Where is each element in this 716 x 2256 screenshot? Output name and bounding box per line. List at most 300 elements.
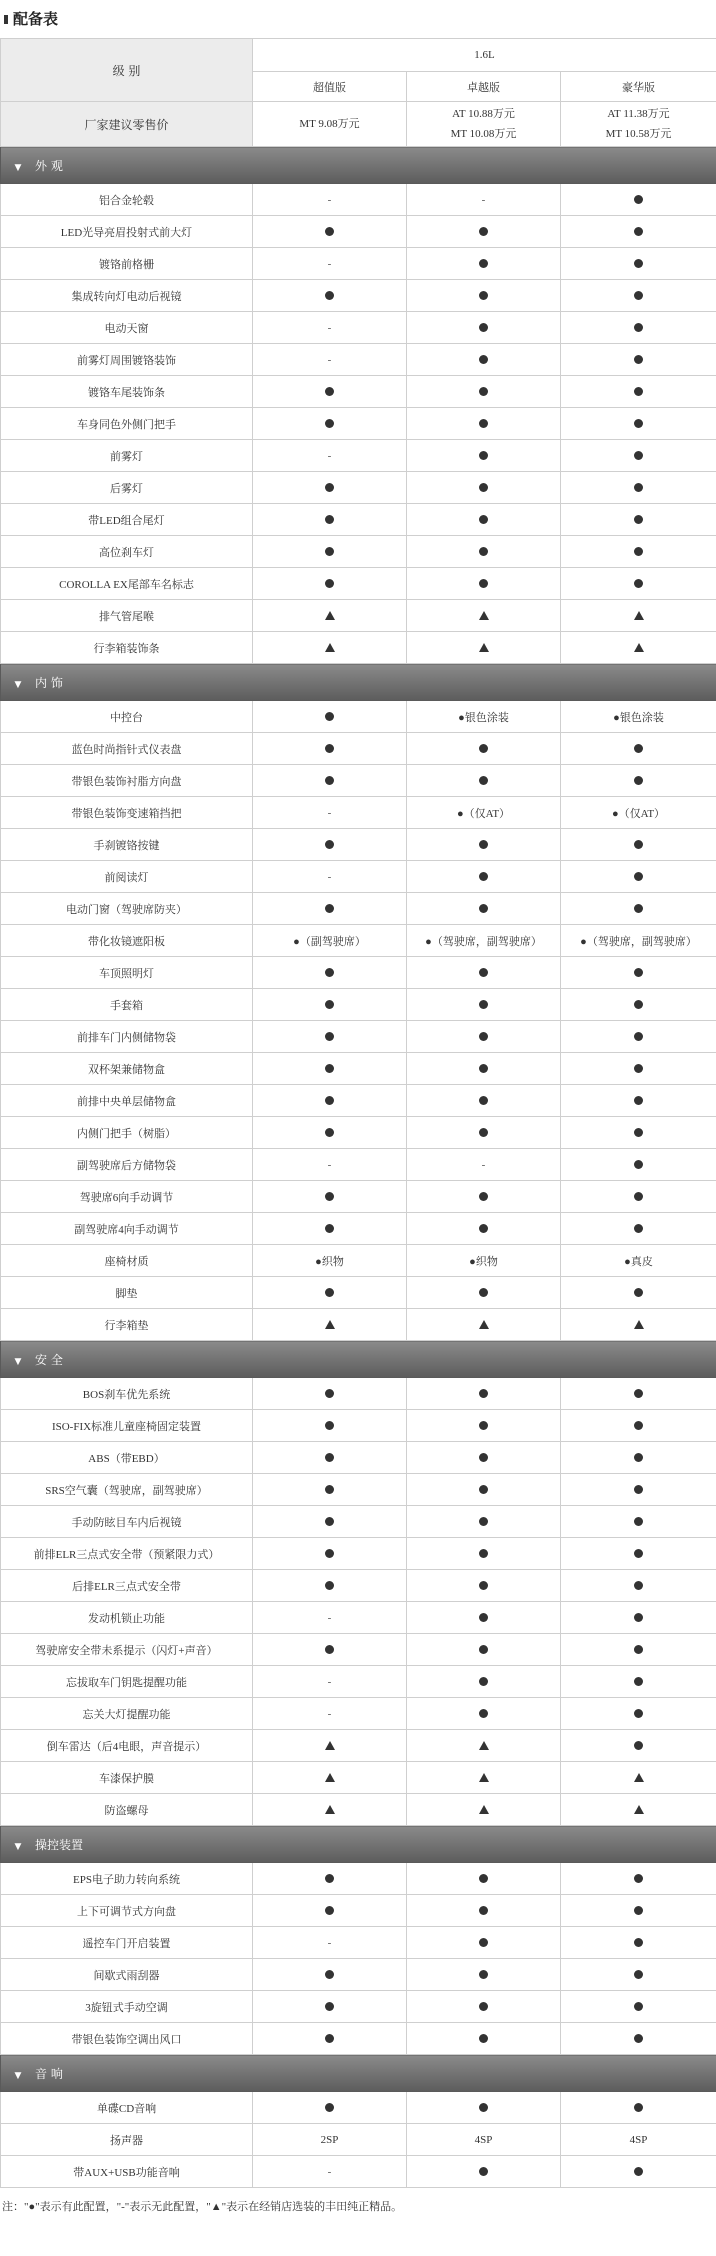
standard-dot-icon: [634, 1613, 643, 1622]
standard-dot-icon: [325, 904, 334, 913]
standard-dot-icon: [325, 1645, 334, 1654]
section-header-cell: [1, 147, 716, 184]
standard-dot-icon: [479, 579, 488, 588]
value-cell: [561, 701, 716, 733]
value-cell: [253, 861, 407, 893]
table-row: [1, 216, 716, 248]
feature-name: 带银色装饰衬脂方向盘: [1, 765, 253, 797]
value-cell: [407, 2124, 561, 2156]
standard-dot-icon: [634, 419, 643, 428]
value-cell: [253, 1117, 407, 1149]
standard-dot-icon: [634, 1421, 643, 1430]
feature-name: 带银色装饰变速箱挡把: [1, 797, 253, 829]
feature-name: 镀铬前格栅: [1, 248, 253, 280]
price-line: AT 10.88万元: [452, 108, 515, 120]
standard-dot-icon: [479, 776, 488, 785]
standard-dot-icon: [634, 1064, 643, 1073]
table-row: [1, 1021, 716, 1053]
feature-name: ISO-FIX标准儿童座椅固定装置: [1, 1410, 253, 1442]
table-row: [1, 1794, 716, 1826]
value-cell: [407, 1378, 561, 1410]
value-cell: [561, 1181, 716, 1213]
value-cell: [253, 2092, 407, 2124]
standard-dot-icon: [634, 2002, 643, 2011]
value-cell: [407, 1927, 561, 1959]
standard-dot-icon: [479, 1613, 488, 1622]
value-cell: [561, 989, 716, 1021]
value-cell: [407, 600, 561, 632]
standard-dot-icon: [634, 1677, 643, 1686]
feature-name: 前排车门内侧储物袋: [1, 1021, 253, 1053]
table-row: [1, 1895, 716, 1927]
feature-name: COROLLA EX尾部车名标志: [1, 568, 253, 600]
standard-dot-icon: [479, 1192, 488, 1201]
standard-dot-icon: [634, 1741, 643, 1750]
standard-dot-icon: [325, 547, 334, 556]
standard-dot-icon: [634, 1874, 643, 1883]
value-cell: [407, 1959, 561, 1991]
standard-dot-icon: [479, 1485, 488, 1494]
table-row: [1, 1666, 716, 1698]
value-cell: [561, 957, 716, 989]
value-cell: [561, 1442, 716, 1474]
value-cell: [253, 1021, 407, 1053]
value-cell: [561, 797, 716, 829]
standard-dot-icon: [479, 2034, 488, 2043]
table-row: [1, 1181, 716, 1213]
value-cell: [407, 408, 561, 440]
trim-name: 卓越版: [407, 72, 561, 102]
section-header-cell: [1, 664, 716, 701]
feature-name: 行李箱装饰条: [1, 632, 253, 664]
table-row: [1, 568, 716, 600]
not-available-dash: -: [327, 193, 332, 206]
value-cell: [253, 1277, 407, 1309]
standard-dot-icon: [479, 1421, 488, 1430]
standard-dot-icon: [479, 1645, 488, 1654]
table-row: [1, 1762, 716, 1794]
feature-name: 单碟CD音响: [1, 2092, 253, 2124]
standard-dot-icon: [634, 1549, 643, 1558]
value-cell: [407, 1698, 561, 1730]
value-cell: [253, 1410, 407, 1442]
standard-dot-icon: [479, 1938, 488, 1947]
value-cell: [253, 925, 407, 957]
value-cell: [561, 1245, 716, 1277]
value-cell: [561, 2124, 716, 2156]
standard-dot-icon: [634, 840, 643, 849]
standard-dot-icon: [479, 1970, 488, 1979]
title-text: 配备表: [13, 10, 59, 28]
standard-dot-icon: [634, 2034, 643, 2043]
value-cell: [561, 1538, 716, 1570]
standard-dot-icon: [479, 2103, 488, 2112]
table-row: [1, 536, 716, 568]
value-cell: [561, 1991, 716, 2023]
value-cell: [561, 472, 716, 504]
value-cell: [407, 861, 561, 893]
table-row: [1, 248, 716, 280]
table-row: [1, 765, 716, 797]
standard-dot-icon: [479, 1000, 488, 1009]
standard-dot-icon: [634, 579, 643, 588]
value-cell: [253, 1053, 407, 1085]
table-row: [1, 1698, 716, 1730]
value-text: ●真皮: [624, 1255, 653, 1268]
value-cell: [253, 765, 407, 797]
value-text: ●银色涂装: [458, 711, 509, 724]
value-cell: [407, 1442, 561, 1474]
standard-dot-icon: [634, 1485, 643, 1494]
table-row: [1, 1602, 716, 1634]
value-cell: [253, 1245, 407, 1277]
feature-name: 倒车雷达（后4电眼，声音提示）: [1, 1730, 253, 1762]
standard-dot-icon: [634, 1389, 643, 1398]
standard-dot-icon: [634, 323, 643, 332]
section-header-cell: [1, 1341, 716, 1378]
standard-dot-icon: [479, 227, 488, 236]
standard-dot-icon: [634, 387, 643, 396]
value-cell: [561, 1117, 716, 1149]
value-cell: [561, 733, 716, 765]
value-cell: [561, 1506, 716, 1538]
standard-dot-icon: [634, 259, 643, 268]
chevron-down-icon[interactable]: ▼: [14, 162, 22, 173]
section-header[interactable]: [1, 2055, 716, 2092]
not-available-dash: -: [327, 2165, 332, 2178]
standard-dot-icon: [479, 355, 488, 364]
feature-name: 前排ELR三点式安全带（预紧限力式）: [1, 1538, 253, 1570]
table-row: [1, 408, 716, 440]
standard-dot-icon: [634, 1906, 643, 1915]
optional-triangle-icon: [479, 1805, 489, 1814]
chevron-down-icon[interactable]: ▼: [14, 1841, 22, 1852]
standard-dot-icon: [634, 291, 643, 300]
footnote: 注："●"表示有此配置，"-"表示无此配置，"▲"表示在经销店选装的丰田纯正精品。: [2, 2201, 403, 2213]
table-row: [1, 600, 716, 632]
standard-dot-icon: [479, 1288, 488, 1297]
feature-name: 手刹镀铬按键: [1, 829, 253, 861]
value-cell: [561, 1959, 716, 1991]
value-cell: [561, 1378, 716, 1410]
optional-triangle-icon: [479, 643, 489, 652]
value-cell: [407, 536, 561, 568]
not-available-dash: -: [327, 870, 332, 883]
table-row: [1, 2156, 716, 2188]
value-cell: [407, 1794, 561, 1826]
value-cell: [253, 701, 407, 733]
value-text: ●（驾驶席，副驾驶席）: [425, 935, 542, 948]
table-row: [1, 1474, 716, 1506]
standard-dot-icon: [479, 547, 488, 556]
value-cell: [407, 1634, 561, 1666]
standard-dot-icon: [325, 1000, 334, 1009]
value-text: ●织物: [469, 1255, 498, 1268]
value-cell: [253, 536, 407, 568]
optional-triangle-icon: [634, 611, 644, 620]
value-cell: [253, 1474, 407, 1506]
standard-dot-icon: [479, 1549, 488, 1558]
standard-dot-icon: [634, 1453, 643, 1462]
feature-name: 电动天窗: [1, 312, 253, 344]
feature-name: 蓝色时尚指针式仪表盘: [1, 733, 253, 765]
standard-dot-icon: [634, 1192, 643, 1201]
value-cell: [407, 765, 561, 797]
standard-dot-icon: [325, 1192, 334, 1201]
value-cell: [253, 1181, 407, 1213]
value-cell: [561, 925, 716, 957]
value-cell: [253, 1895, 407, 1927]
standard-dot-icon: [634, 744, 643, 753]
value-cell: [253, 1602, 407, 1634]
optional-triangle-icon: [634, 1773, 644, 1782]
value-cell: [253, 2156, 407, 2188]
value-cell: [253, 1927, 407, 1959]
price-line: MT 10.58万元: [605, 128, 672, 140]
feature-name: ABS（带EBD）: [1, 1442, 253, 1474]
feature-name: 前排中央单层储物盒: [1, 1085, 253, 1117]
section-name: 外 观: [35, 158, 63, 173]
standard-dot-icon: [325, 1517, 334, 1526]
value-cell: [253, 1538, 407, 1570]
value-cell: [253, 1149, 407, 1181]
standard-dot-icon: [325, 1128, 334, 1137]
value-cell: [407, 2023, 561, 2055]
standard-dot-icon: [325, 744, 334, 753]
value-cell: [561, 1895, 716, 1927]
value-cell: [407, 797, 561, 829]
standard-dot-icon: [479, 1517, 488, 1526]
section-header[interactable]: [1, 664, 716, 701]
table-row: [1, 957, 716, 989]
standard-dot-icon: [634, 1160, 643, 1169]
value-text: ●织物: [315, 1255, 344, 1268]
standard-dot-icon: [479, 515, 488, 524]
standard-dot-icon: [479, 2002, 488, 2011]
table-row: [1, 1959, 716, 1991]
standard-dot-icon: [479, 451, 488, 460]
standard-dot-icon: [325, 840, 334, 849]
value-cell: [561, 2092, 716, 2124]
value-cell: [253, 280, 407, 312]
table-row: [1, 1863, 716, 1895]
chevron-down-icon[interactable]: ▼: [14, 2070, 22, 2081]
value-cell: [253, 1666, 407, 1698]
value-cell: [253, 184, 407, 216]
standard-dot-icon: [634, 355, 643, 364]
standard-dot-icon: [479, 1677, 488, 1686]
section-header[interactable]: [1, 1341, 716, 1378]
value-cell: [253, 1991, 407, 2023]
feature-name: 带银色装饰空调出风口: [1, 2023, 253, 2055]
value-cell: [407, 1277, 561, 1309]
feature-name: 遥控车门开启装置: [1, 1927, 253, 1959]
standard-dot-icon: [325, 2103, 334, 2112]
value-cell: [407, 440, 561, 472]
feature-name: 后排ELR三点式安全带: [1, 1570, 253, 1602]
value-cell: [407, 925, 561, 957]
feature-name: 电动门窗（驾驶席防夹）: [1, 893, 253, 925]
optional-triangle-icon: [325, 1773, 335, 1782]
value-cell: [407, 1506, 561, 1538]
optional-triangle-icon: [634, 1320, 644, 1329]
standard-dot-icon: [325, 712, 334, 721]
table-row: [1, 2092, 716, 2124]
feature-name: 副驾驶席后方储物袋: [1, 1149, 253, 1181]
standard-dot-icon: [325, 387, 334, 396]
feature-name: 铝合金轮毂: [1, 184, 253, 216]
feature-name: 带化妆镜遮阳板: [1, 925, 253, 957]
standard-dot-icon: [479, 1389, 488, 1398]
standard-dot-icon: [325, 419, 334, 428]
standard-dot-icon: [479, 1874, 488, 1883]
section-name: 操控装置: [35, 1837, 84, 1852]
standard-dot-icon: [634, 1224, 643, 1233]
value-cell: [561, 216, 716, 248]
standard-dot-icon: [634, 1032, 643, 1041]
standard-dot-icon: [634, 2103, 643, 2112]
standard-dot-icon: [325, 1970, 334, 1979]
trim-name: 超值版: [253, 72, 407, 102]
standard-dot-icon: [479, 1128, 488, 1137]
value-cell: [407, 1213, 561, 1245]
value-cell: [253, 2124, 407, 2156]
value-cell: [253, 344, 407, 376]
value-text: 4SP: [629, 2133, 648, 2146]
standard-dot-icon: [479, 872, 488, 881]
value-cell: [407, 2156, 561, 2188]
optional-triangle-icon: [325, 1805, 335, 1814]
standard-dot-icon: [634, 904, 643, 913]
standard-dot-icon: [325, 776, 334, 785]
value-cell: [253, 504, 407, 536]
value-cell: [561, 1277, 716, 1309]
value-cell: [561, 861, 716, 893]
value-cell: [407, 280, 561, 312]
value-cell: [407, 1117, 561, 1149]
table-row: [1, 344, 716, 376]
table-row: [1, 733, 716, 765]
feature-name: 后雾灯: [1, 472, 253, 504]
standard-dot-icon: [634, 1938, 643, 1947]
price-line: MT 9.08万元: [299, 118, 360, 130]
value-cell: [253, 989, 407, 1021]
value-cell: [407, 1410, 561, 1442]
value-cell: [561, 408, 716, 440]
feature-name: 车漆保护膜: [1, 1762, 253, 1794]
standard-dot-icon: [479, 1581, 488, 1590]
value-cell: [561, 829, 716, 861]
table-row: [1, 280, 716, 312]
standard-dot-icon: [325, 291, 334, 300]
value-cell: [561, 1021, 716, 1053]
value-cell: [407, 1895, 561, 1927]
table-row: [1, 184, 716, 216]
feature-name: 手套箱: [1, 989, 253, 1021]
value-cell: [561, 1602, 716, 1634]
value-cell: [561, 1863, 716, 1895]
standard-dot-icon: [634, 776, 643, 785]
value-cell: [561, 1927, 716, 1959]
table-row: [1, 1442, 716, 1474]
value-cell: [407, 216, 561, 248]
feature-name: 驾驶席6向手动调节: [1, 1181, 253, 1213]
value-cell: [253, 632, 407, 664]
feature-name: EPS电子助力转向系统: [1, 1863, 253, 1895]
table-row: [1, 1570, 716, 1602]
engine-label: 1.6L: [253, 39, 716, 72]
price-cell: [561, 102, 716, 147]
table-row: [1, 632, 716, 664]
standard-dot-icon: [479, 259, 488, 268]
standard-dot-icon: [325, 1224, 334, 1233]
table-row: [1, 989, 716, 1021]
standard-dot-icon: [634, 2167, 643, 2176]
value-cell: [253, 1634, 407, 1666]
section-header[interactable]: [1, 147, 716, 184]
value-cell: [561, 1053, 716, 1085]
value-cell: [407, 989, 561, 1021]
value-cell: [407, 1085, 561, 1117]
optional-triangle-icon: [479, 1773, 489, 1782]
price-cell: [253, 102, 407, 147]
standard-dot-icon: [634, 1128, 643, 1137]
value-cell: [561, 440, 716, 472]
standard-dot-icon: [325, 1549, 334, 1558]
feature-name: SRS空气囊（驾驶席，副驾驶席）: [1, 1474, 253, 1506]
chevron-down-icon[interactable]: ▼: [14, 1356, 22, 1367]
standard-dot-icon: [325, 1421, 334, 1430]
standard-dot-icon: [479, 291, 488, 300]
value-text: ●（仅AT）: [611, 807, 666, 820]
standard-dot-icon: [479, 1709, 488, 1718]
table-row: [1, 440, 716, 472]
chevron-down-icon[interactable]: ▼: [14, 679, 22, 690]
feature-name: 忘拔取车门钥匙提醒功能: [1, 1666, 253, 1698]
value-cell: [253, 2023, 407, 2055]
not-available-dash: -: [327, 449, 332, 462]
value-cell: [253, 733, 407, 765]
table-row: [1, 1927, 716, 1959]
not-available-dash: -: [481, 193, 486, 206]
feature-name: 前阅读灯: [1, 861, 253, 893]
feature-name: 双杯架兼储物盒: [1, 1053, 253, 1085]
price-line: AT 11.38万元: [607, 108, 670, 120]
table-row: [1, 861, 716, 893]
table-row: [1, 1213, 716, 1245]
standard-dot-icon: [479, 1096, 488, 1105]
table-row: [1, 797, 716, 829]
value-cell: [253, 440, 407, 472]
page-title: [0, 0, 716, 38]
value-cell: [561, 248, 716, 280]
feature-name: 车身同色外侧门把手: [1, 408, 253, 440]
standard-dot-icon: [325, 1389, 334, 1398]
value-cell: [253, 957, 407, 989]
feature-name: 间歇式雨刮器: [1, 1959, 253, 1991]
value-cell: [253, 1506, 407, 1538]
table-row: [1, 1245, 716, 1277]
section-header[interactable]: [1, 1826, 716, 1863]
optional-triangle-icon: [479, 611, 489, 620]
feature-name: 驾驶席安全带未系提示（闪灯+声音）: [1, 1634, 253, 1666]
optional-triangle-icon: [479, 1320, 489, 1329]
value-cell: [253, 1730, 407, 1762]
value-cell: [561, 893, 716, 925]
value-cell: [407, 504, 561, 536]
table-row: [1, 1506, 716, 1538]
value-cell: [561, 1474, 716, 1506]
